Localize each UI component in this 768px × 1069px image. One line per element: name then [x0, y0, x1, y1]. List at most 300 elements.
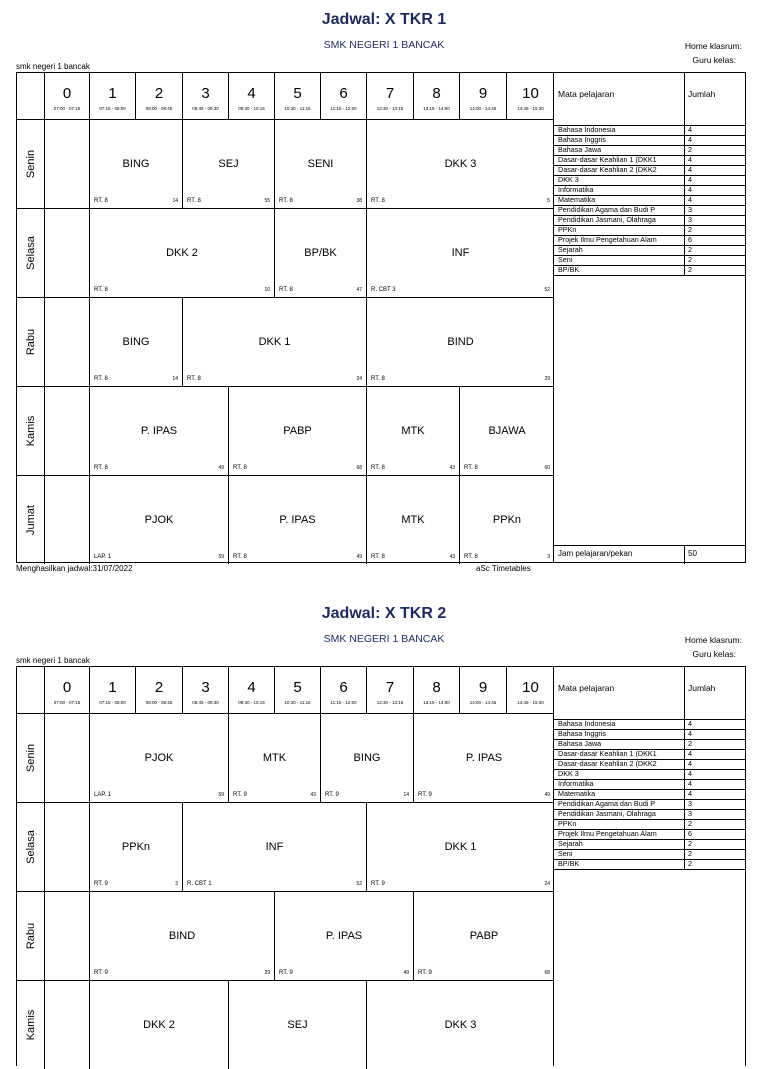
lesson-subject: PPKn [492, 513, 522, 526]
lesson-subject: PABP [469, 929, 499, 942]
summary-subject-value: 2 [688, 265, 692, 274]
period-number: 6 [339, 85, 348, 102]
period-header [229, 667, 275, 713]
summary-subject-name: Pendidikan Jasmani, Olahraga [558, 215, 656, 224]
day-cell [17, 386, 45, 475]
lesson-subject: BING [353, 751, 381, 764]
empty-period-cell [45, 891, 90, 980]
period-time: 14:45 - 15:30 [517, 106, 544, 111]
lesson-room: RT. 8 [187, 198, 201, 204]
day-label: Selasa [24, 235, 37, 270]
period-number: 4 [247, 679, 256, 696]
summary-subject-value: 4 [688, 749, 692, 758]
empty-period-cell [45, 980, 90, 1069]
summary-subject-value: 4 [688, 125, 692, 134]
period-number: 2 [154, 85, 164, 102]
summary-header-amount: Jumlah [688, 683, 716, 693]
summary-subject-name: Bahasa Inggris [558, 729, 606, 738]
lesson-subject: INF [451, 246, 470, 259]
lesson-room: RT. 8 [464, 465, 478, 471]
summary-subject-name: Seni [558, 255, 573, 264]
summary-subject-name: Pendidikan Agama dan Budi P [558, 799, 656, 808]
day-label: Senin [24, 743, 37, 772]
day-label: Kamis [24, 1009, 37, 1040]
lesson-cell[interactable] [90, 386, 229, 475]
lesson-cell[interactable] [183, 802, 367, 891]
lesson-cell[interactable] [229, 386, 367, 475]
period-header [460, 667, 507, 713]
period-time: 09:30 - 10:15 [238, 106, 265, 111]
lesson-room: RT. 9 [418, 970, 432, 976]
lesson-room: RT. 8 [233, 465, 247, 471]
period-header [90, 73, 136, 119]
lesson-subject: BJAWA [488, 424, 526, 437]
summary-subject-value: 4 [688, 719, 692, 728]
summary-subject-value: 4 [688, 175, 692, 184]
summary-subject-value: 3 [688, 809, 692, 818]
teacher-label: Guru kelas: [692, 55, 736, 65]
summary-subject-value: 2 [688, 245, 692, 254]
period-number: 4 [247, 85, 256, 102]
header-corner [17, 667, 45, 713]
period-number: 7 [385, 679, 395, 696]
summary-subject-value: 2 [688, 849, 692, 858]
credit-text: aSc Timetables [476, 564, 531, 573]
school-name-header: SMK NEGERI 1 BANCAK [323, 39, 445, 51]
summary-subject-value: 4 [688, 195, 692, 204]
lesson-count: 38 [356, 198, 362, 204]
lesson-count: 14 [403, 792, 409, 798]
lesson-subject: DKK 1 [444, 840, 477, 853]
subject-summary-table [553, 72, 746, 563]
summary-subject-name: Dasar-dasar Keahlian 1 (DKK1 [558, 749, 657, 758]
period-time: 07:00 - 07:15 [53, 106, 81, 111]
lesson-subject: SENI [307, 157, 334, 170]
lesson-room: RT. 8 [464, 554, 478, 560]
summary-subject-value: 4 [688, 165, 692, 174]
day-cell [17, 208, 45, 297]
period-header [229, 73, 275, 119]
lesson-room: RT. 9 [418, 792, 432, 798]
lesson-subject: DKK 3 [444, 157, 477, 170]
summary-subject-name: BP/BK [558, 265, 580, 274]
summary-subject-value: 6 [688, 829, 692, 838]
summary-subject-value: 2 [688, 255, 692, 264]
lesson-room: RT. 8 [371, 376, 385, 382]
summary-subject-name: Dasar-dasar Keahlian 2 (DKK2 [558, 165, 657, 174]
summary-subject-name: Pendidikan Jasmani, Olahraga [558, 809, 656, 818]
lesson-cell[interactable] [367, 386, 460, 475]
lesson-subject: BIND [168, 929, 196, 942]
summary-subject-value: 4 [688, 759, 692, 768]
summary-subject-value: 3 [688, 215, 692, 224]
lesson-count: 14 [172, 376, 178, 382]
lesson-cell[interactable] [367, 297, 554, 386]
period-header [414, 73, 460, 119]
lesson-subject: BIND [447, 335, 474, 348]
period-time: 07:15 - 08:00 [99, 700, 126, 705]
summary-subject-name: Matematika [558, 195, 596, 204]
summary-subject-name: BP/BK [558, 859, 580, 868]
period-header [460, 73, 507, 119]
lesson-count: 24 [356, 376, 362, 382]
lesson-subject: PJOK [144, 751, 174, 764]
lesson-room: RT. 9 [279, 970, 293, 976]
period-number: 5 [293, 85, 302, 102]
lesson-subject: PJOK [144, 513, 174, 526]
period-time: 10:30 - 11:15 [284, 106, 311, 111]
summary-subject-name: DKK 3 [558, 769, 579, 778]
period-number: 8 [432, 679, 441, 696]
period-time: 14:00 - 14:45 [469, 106, 497, 111]
lesson-subject: P. IPAS [465, 751, 503, 764]
day-cell [17, 475, 45, 564]
summary-header [554, 73, 745, 126]
period-header [367, 667, 414, 713]
summary-subject-name: Informatika [558, 779, 594, 788]
summary-subject-value: 6 [688, 235, 692, 244]
lesson-count: 52 [544, 287, 550, 293]
summary-subject-value: 4 [688, 185, 692, 194]
period-number: 10 [522, 679, 539, 696]
header-corner [17, 73, 45, 119]
lesson-count: 3 [175, 881, 178, 887]
lesson-subject: PPKn [121, 840, 151, 853]
day-cell [17, 297, 45, 386]
day-label: Kamis [24, 415, 37, 446]
summary-subject-name: Pendidikan Agama dan Budi P [558, 205, 656, 214]
school-name-left-2: smk negeri 1 bancak [16, 656, 90, 665]
lesson-room: RT. 8 [371, 198, 385, 204]
empty-period-cell [45, 802, 90, 891]
period-header [275, 667, 321, 713]
period-time: 08:00 - 08:45 [145, 106, 173, 111]
lesson-cell[interactable] [460, 386, 554, 475]
period-time: 07:15 - 08:00 [99, 106, 126, 111]
lesson-subject: BP/BK [304, 246, 337, 259]
period-number: 7 [385, 85, 395, 102]
period-time: 12:30 - 13:15 [376, 106, 404, 111]
period-number: 0 [62, 85, 72, 102]
lesson-subject: INF [265, 840, 284, 853]
homeroom-label: Home klasrum: [684, 41, 742, 51]
lesson-cell[interactable] [321, 713, 414, 802]
summary-header [554, 667, 745, 720]
period-header [414, 667, 460, 713]
period-header [90, 667, 136, 713]
summary-row [554, 265, 745, 276]
period-time: 11:15 - 12:00 [330, 700, 357, 705]
summary-subject-name: Projek Ilmu Pengetahuan Alam [558, 829, 657, 838]
total-column-divider [684, 546, 685, 564]
period-time: 13:15 - 14:00 [423, 106, 450, 111]
timetable-grid [16, 72, 554, 563]
summary-header-subject: Mata pelajaran [558, 683, 615, 693]
lesson-room: RT. 8 [371, 554, 385, 560]
summary-subject-value: 4 [688, 135, 692, 144]
lesson-count: 24 [544, 881, 550, 887]
summary-subject-value: 2 [688, 859, 692, 868]
summary-subject-name: Bahasa Inggris [558, 135, 606, 144]
lesson-count: 43 [449, 465, 455, 471]
lesson-cell[interactable] [367, 802, 554, 891]
day-cell [17, 980, 45, 1069]
lesson-room: RT. 8 [94, 287, 108, 293]
lesson-room: RT. 9 [371, 881, 385, 887]
summary-subject-name: Dasar-dasar Keahlian 2 (DKK2 [558, 759, 657, 768]
summary-subject-name: Sejarah [558, 839, 583, 848]
summary-subject-name: Matematika [558, 789, 596, 798]
summary-subject-name: Seni [558, 849, 573, 858]
lesson-cell[interactable] [367, 980, 554, 1069]
lesson-subject: DKK 2 [143, 1018, 175, 1031]
lesson-count: 49 [403, 970, 409, 976]
period-number: 3 [201, 679, 210, 696]
summary-subject-value: 3 [688, 799, 692, 808]
total-value: 50 [688, 549, 697, 558]
summary-header-subject: Mata pelajaran [558, 89, 615, 99]
lesson-count: 60 [544, 465, 550, 471]
summary-subject-name: Projek Ilmu Pengetahuan Alam [558, 235, 657, 244]
period-number: 0 [62, 679, 72, 696]
summary-subject-name: PPKn [558, 819, 577, 828]
summary-subject-name: Bahasa Indonesia [558, 719, 616, 728]
lesson-subject: MTK [262, 751, 287, 764]
lesson-subject: BING [122, 335, 150, 348]
lesson-subject: MTK [401, 513, 425, 526]
lesson-count: 68 [356, 465, 362, 471]
day-cell [17, 891, 45, 980]
lesson-cell[interactable] [90, 980, 229, 1069]
period-header [183, 73, 229, 119]
summary-subject-name: Sejarah [558, 245, 583, 254]
school-name-left: smk negeri 1 bancak [16, 62, 90, 71]
period-time: 08:45 - 09:30 [192, 700, 219, 705]
lesson-count: 52 [356, 881, 362, 887]
day-cell [17, 713, 45, 802]
empty-period-cell [45, 119, 90, 208]
lesson-cell[interactable] [460, 475, 554, 564]
period-time: 14:45 - 15:30 [517, 700, 544, 705]
summary-subject-value: 4 [688, 769, 692, 778]
lesson-room: RT. 8 [94, 465, 108, 471]
lesson-count: 29 [544, 376, 550, 382]
lesson-subject: DKK 2 [166, 246, 198, 259]
lesson-count: 49 [544, 792, 550, 798]
period-header [367, 73, 414, 119]
summary-subject-value: 2 [688, 145, 692, 154]
lesson-cell[interactable] [229, 980, 367, 1069]
period-number: 8 [432, 85, 441, 102]
period-header [136, 73, 183, 119]
lesson-cell[interactable] [90, 891, 275, 980]
lesson-cell[interactable] [90, 208, 275, 297]
period-time: 12:30 - 13:15 [376, 700, 404, 705]
lesson-cell[interactable] [367, 119, 554, 208]
lesson-cell[interactable] [367, 475, 460, 564]
period-time: 11:15 - 12:00 [330, 106, 357, 111]
homeroom-label-2: Home klasrum: [684, 635, 742, 645]
period-header [45, 73, 90, 119]
summary-subject-value: 2 [688, 225, 692, 234]
school-name-header-2: SMK NEGERI 1 BANCAK [323, 633, 445, 645]
lesson-room: R. CBT 3 [371, 287, 396, 293]
period-number: 1 [108, 85, 117, 102]
lesson-room: RT. 8 [371, 465, 385, 471]
summary-subject-name: DKK 3 [558, 175, 579, 184]
empty-period-cell [45, 297, 90, 386]
lesson-cell[interactable] [414, 713, 554, 802]
lesson-count: 14 [172, 198, 178, 204]
lesson-count: 68 [544, 970, 550, 976]
period-header [45, 667, 90, 713]
empty-period-cell [45, 386, 90, 475]
day-cell [17, 802, 45, 891]
lesson-room: RT. 9 [325, 792, 339, 798]
summary-row [554, 859, 745, 870]
period-number: 1 [108, 679, 117, 696]
lesson-room: RT. 9 [94, 970, 108, 976]
lesson-room: RT. 8 [279, 287, 293, 293]
period-number: 10 [522, 85, 539, 102]
summary-header-amount: Jumlah [688, 89, 716, 99]
lesson-cell[interactable] [90, 475, 229, 564]
period-time: 08:00 - 08:45 [145, 700, 173, 705]
lesson-room: RT. 8 [279, 198, 293, 204]
lesson-count: 59 [218, 792, 224, 798]
day-label: Jumat [24, 504, 37, 535]
lesson-room: RT. 8 [94, 198, 108, 204]
summary-subject-value: 4 [688, 729, 692, 738]
timetable-title-2: Jadwal: X TKR 2 [321, 605, 447, 622]
lesson-cell[interactable] [183, 119, 275, 208]
period-header [321, 667, 367, 713]
lesson-count: 49 [356, 554, 362, 560]
lesson-room: RT. 9 [94, 881, 108, 887]
lesson-subject: SEJ [218, 157, 239, 170]
total-row [554, 545, 745, 564]
day-label: Rabu [24, 328, 37, 355]
lesson-cell[interactable] [229, 475, 367, 564]
lesson-subject: P. IPAS [279, 513, 316, 526]
lesson-subject: DKK 1 [258, 335, 291, 348]
period-header [275, 73, 321, 119]
summary-subject-value: 2 [688, 839, 692, 848]
period-header [507, 667, 554, 713]
lesson-count: 59 [218, 554, 224, 560]
summary-subject-value: 4 [688, 789, 692, 798]
lesson-cell[interactable] [275, 891, 414, 980]
summary-subject-value: 2 [688, 819, 692, 828]
lesson-cell[interactable] [414, 891, 554, 980]
summary-subject-value: 4 [688, 779, 692, 788]
period-time: 09:30 - 10:15 [238, 700, 265, 705]
period-time: 07:00 - 07:15 [53, 700, 81, 705]
lesson-subject: P. IPAS [140, 424, 178, 437]
summary-subject-name: Bahasa Jawa [558, 145, 602, 154]
lesson-count: 43 [449, 554, 455, 560]
day-label: Rabu [24, 922, 37, 949]
lesson-count: 47 [356, 287, 362, 293]
lesson-cell[interactable] [183, 297, 367, 386]
lesson-room: LAP. 1 [94, 792, 112, 798]
period-time: 13:15 - 14:00 [423, 700, 450, 705]
empty-period-cell [45, 208, 90, 297]
lesson-subject: P. IPAS [325, 929, 363, 942]
lesson-cell[interactable] [367, 208, 554, 297]
period-number: 9 [478, 85, 488, 102]
period-header [136, 667, 183, 713]
period-time: 08:45 - 09:30 [192, 106, 219, 111]
summary-subject-name: Bahasa Indonesia [558, 125, 616, 134]
period-number: 3 [201, 85, 210, 102]
teacher-label-2: Guru kelas: [692, 649, 736, 659]
summary-subject-value: 3 [688, 205, 692, 214]
lesson-subject: SEJ [287, 1018, 308, 1031]
lesson-count: 5 [547, 198, 550, 204]
lesson-room: RT. 8 [233, 554, 247, 560]
day-label: Selasa [24, 829, 37, 864]
lesson-subject: DKK 3 [444, 1018, 477, 1031]
lesson-count: 49 [218, 465, 224, 471]
summary-subject-value: 4 [688, 155, 692, 164]
period-time: 14:00 - 14:45 [469, 700, 497, 705]
lesson-cell[interactable] [90, 713, 229, 802]
summary-subject-name: Dasar-dasar Keahlian 1 (DKK1 [558, 155, 657, 164]
summary-subject-name: Bahasa Jawa [558, 739, 602, 748]
lesson-room: R. CBT 1 [187, 881, 212, 887]
summary-subject-name: PPKn [558, 225, 577, 234]
empty-period-cell [45, 475, 90, 564]
lesson-room: LAP. 1 [94, 554, 112, 560]
period-number: 5 [293, 679, 302, 696]
lesson-subject: BING [122, 157, 150, 170]
lesson-room: RT. 8 [94, 376, 108, 382]
period-number: 2 [154, 679, 164, 696]
period-header [507, 73, 554, 119]
lesson-cell[interactable] [275, 208, 367, 297]
lesson-cell[interactable] [90, 802, 183, 891]
lesson-room: RT. 8 [187, 376, 201, 382]
summary-subject-value: 2 [688, 739, 692, 748]
lesson-count: 43 [310, 792, 316, 798]
period-header [183, 667, 229, 713]
total-label: Jam pelajaran/pekan [558, 549, 633, 558]
period-number: 9 [478, 679, 488, 696]
lesson-room: RT. 9 [233, 792, 247, 798]
lesson-count: 55 [264, 198, 270, 204]
summary-subject-name: Informatika [558, 185, 594, 194]
lesson-cell[interactable] [275, 119, 367, 208]
lesson-subject: PABP [283, 424, 312, 437]
period-time: 10:30 - 11:15 [284, 700, 311, 705]
period-number: 6 [339, 679, 348, 696]
lesson-cell[interactable] [90, 119, 183, 208]
timetable-grid-2 [16, 666, 554, 1066]
lesson-subject: MTK [401, 424, 425, 437]
lesson-cell[interactable] [90, 297, 183, 386]
empty-period-cell [45, 713, 90, 802]
lesson-count: 29 [264, 970, 270, 976]
lesson-count: 10 [264, 287, 270, 293]
subject-summary-table-2 [553, 666, 746, 1066]
period-header [321, 73, 367, 119]
timetable-title: Jadwal: X TKR 1 [321, 11, 447, 28]
generated-date: Menghasilkan jadwal:31/07/2022 [16, 564, 133, 573]
day-cell [17, 119, 45, 208]
lesson-cell[interactable] [229, 713, 321, 802]
day-label: Senin [24, 149, 37, 178]
